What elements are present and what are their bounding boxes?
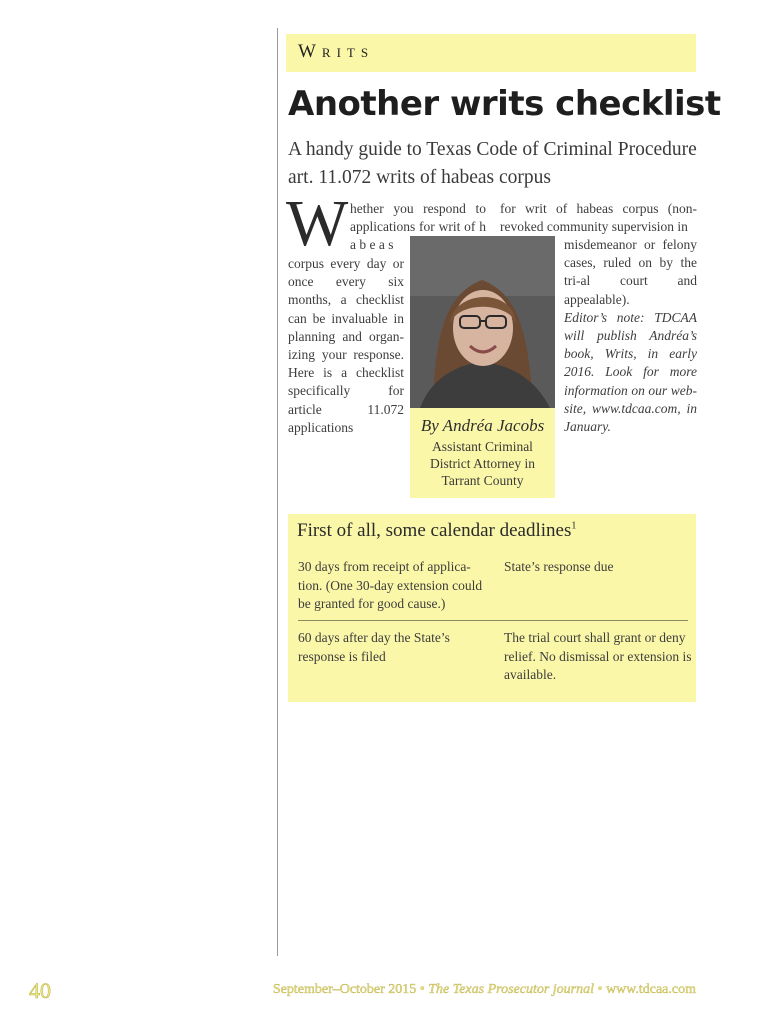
footer-line bbox=[273, 982, 696, 998]
deadlines-title bbox=[297, 520, 576, 542]
footer-separator: • bbox=[597, 982, 603, 997]
editors-note: Editor’s note: TDCAA will publish Andréa’s book, Writs, in early 2016. Look for more information on our web-site, www.tdcaa.com, in January. bbox=[564, 309, 697, 435]
article-deck: A handy guide to Texas Code of Criminal Procedure art. 11.072 writs of habeas corpus bbox=[288, 139, 697, 188]
deadline-when: 30 days from receipt of applica-tion. (One 30-day extension could be granted for good cause.) bbox=[298, 559, 483, 611]
footer-separator: • bbox=[419, 982, 425, 997]
deadlines-box bbox=[288, 514, 696, 702]
footnote-mark: 1 bbox=[571, 520, 577, 532]
deadline-what: State’s response due bbox=[504, 559, 614, 574]
drop-cap: W bbox=[286, 187, 349, 260]
author-photo bbox=[410, 236, 555, 408]
deadline-what: The trial court shall grant or deny relief. No dismissal or extension is available. bbox=[504, 630, 692, 682]
body-column-1-top: hether you respond to applications for writ of h a b e a s bbox=[350, 201, 486, 253]
footer-issue: September–October 2015 bbox=[272, 982, 417, 997]
footer-website: www.tdcaa.com bbox=[605, 982, 696, 997]
section-label: Writs bbox=[298, 41, 375, 62]
author-portrait-image bbox=[410, 236, 555, 408]
author-box bbox=[410, 236, 555, 498]
body-column-2-top: for writ of habeas corpus (non-revoked community supervision in bbox=[500, 201, 697, 235]
deadlines-title-text: First of all, some calendar deadlines bbox=[297, 520, 572, 541]
deadline-when: 60 days after day the State’s response is filed bbox=[298, 630, 450, 664]
footer-journal: The Texas Prosecutor journal bbox=[428, 982, 595, 997]
body-column-2 bbox=[564, 236, 697, 436]
author-byline: By Andréa Jacobs bbox=[420, 416, 545, 435]
author-title: Assistant Criminal District Attorney in Tarrant County bbox=[430, 439, 535, 488]
page-number: 40 bbox=[29, 978, 51, 1003]
section-banner bbox=[286, 34, 696, 72]
body-column-2-text: misdemeanor or felony cases, ruled on by the tri-al court and appealable). bbox=[564, 237, 697, 307]
column-rule bbox=[277, 28, 278, 956]
body-column-1: corpus every day or once every six months, a checklist can be invaluable in planning and organ-izing your response. Here is a checklist specifically for article 11.072 applications bbox=[288, 256, 404, 435]
deadlines-divider bbox=[298, 620, 688, 621]
article-title: Another writs checklist bbox=[288, 84, 721, 124]
